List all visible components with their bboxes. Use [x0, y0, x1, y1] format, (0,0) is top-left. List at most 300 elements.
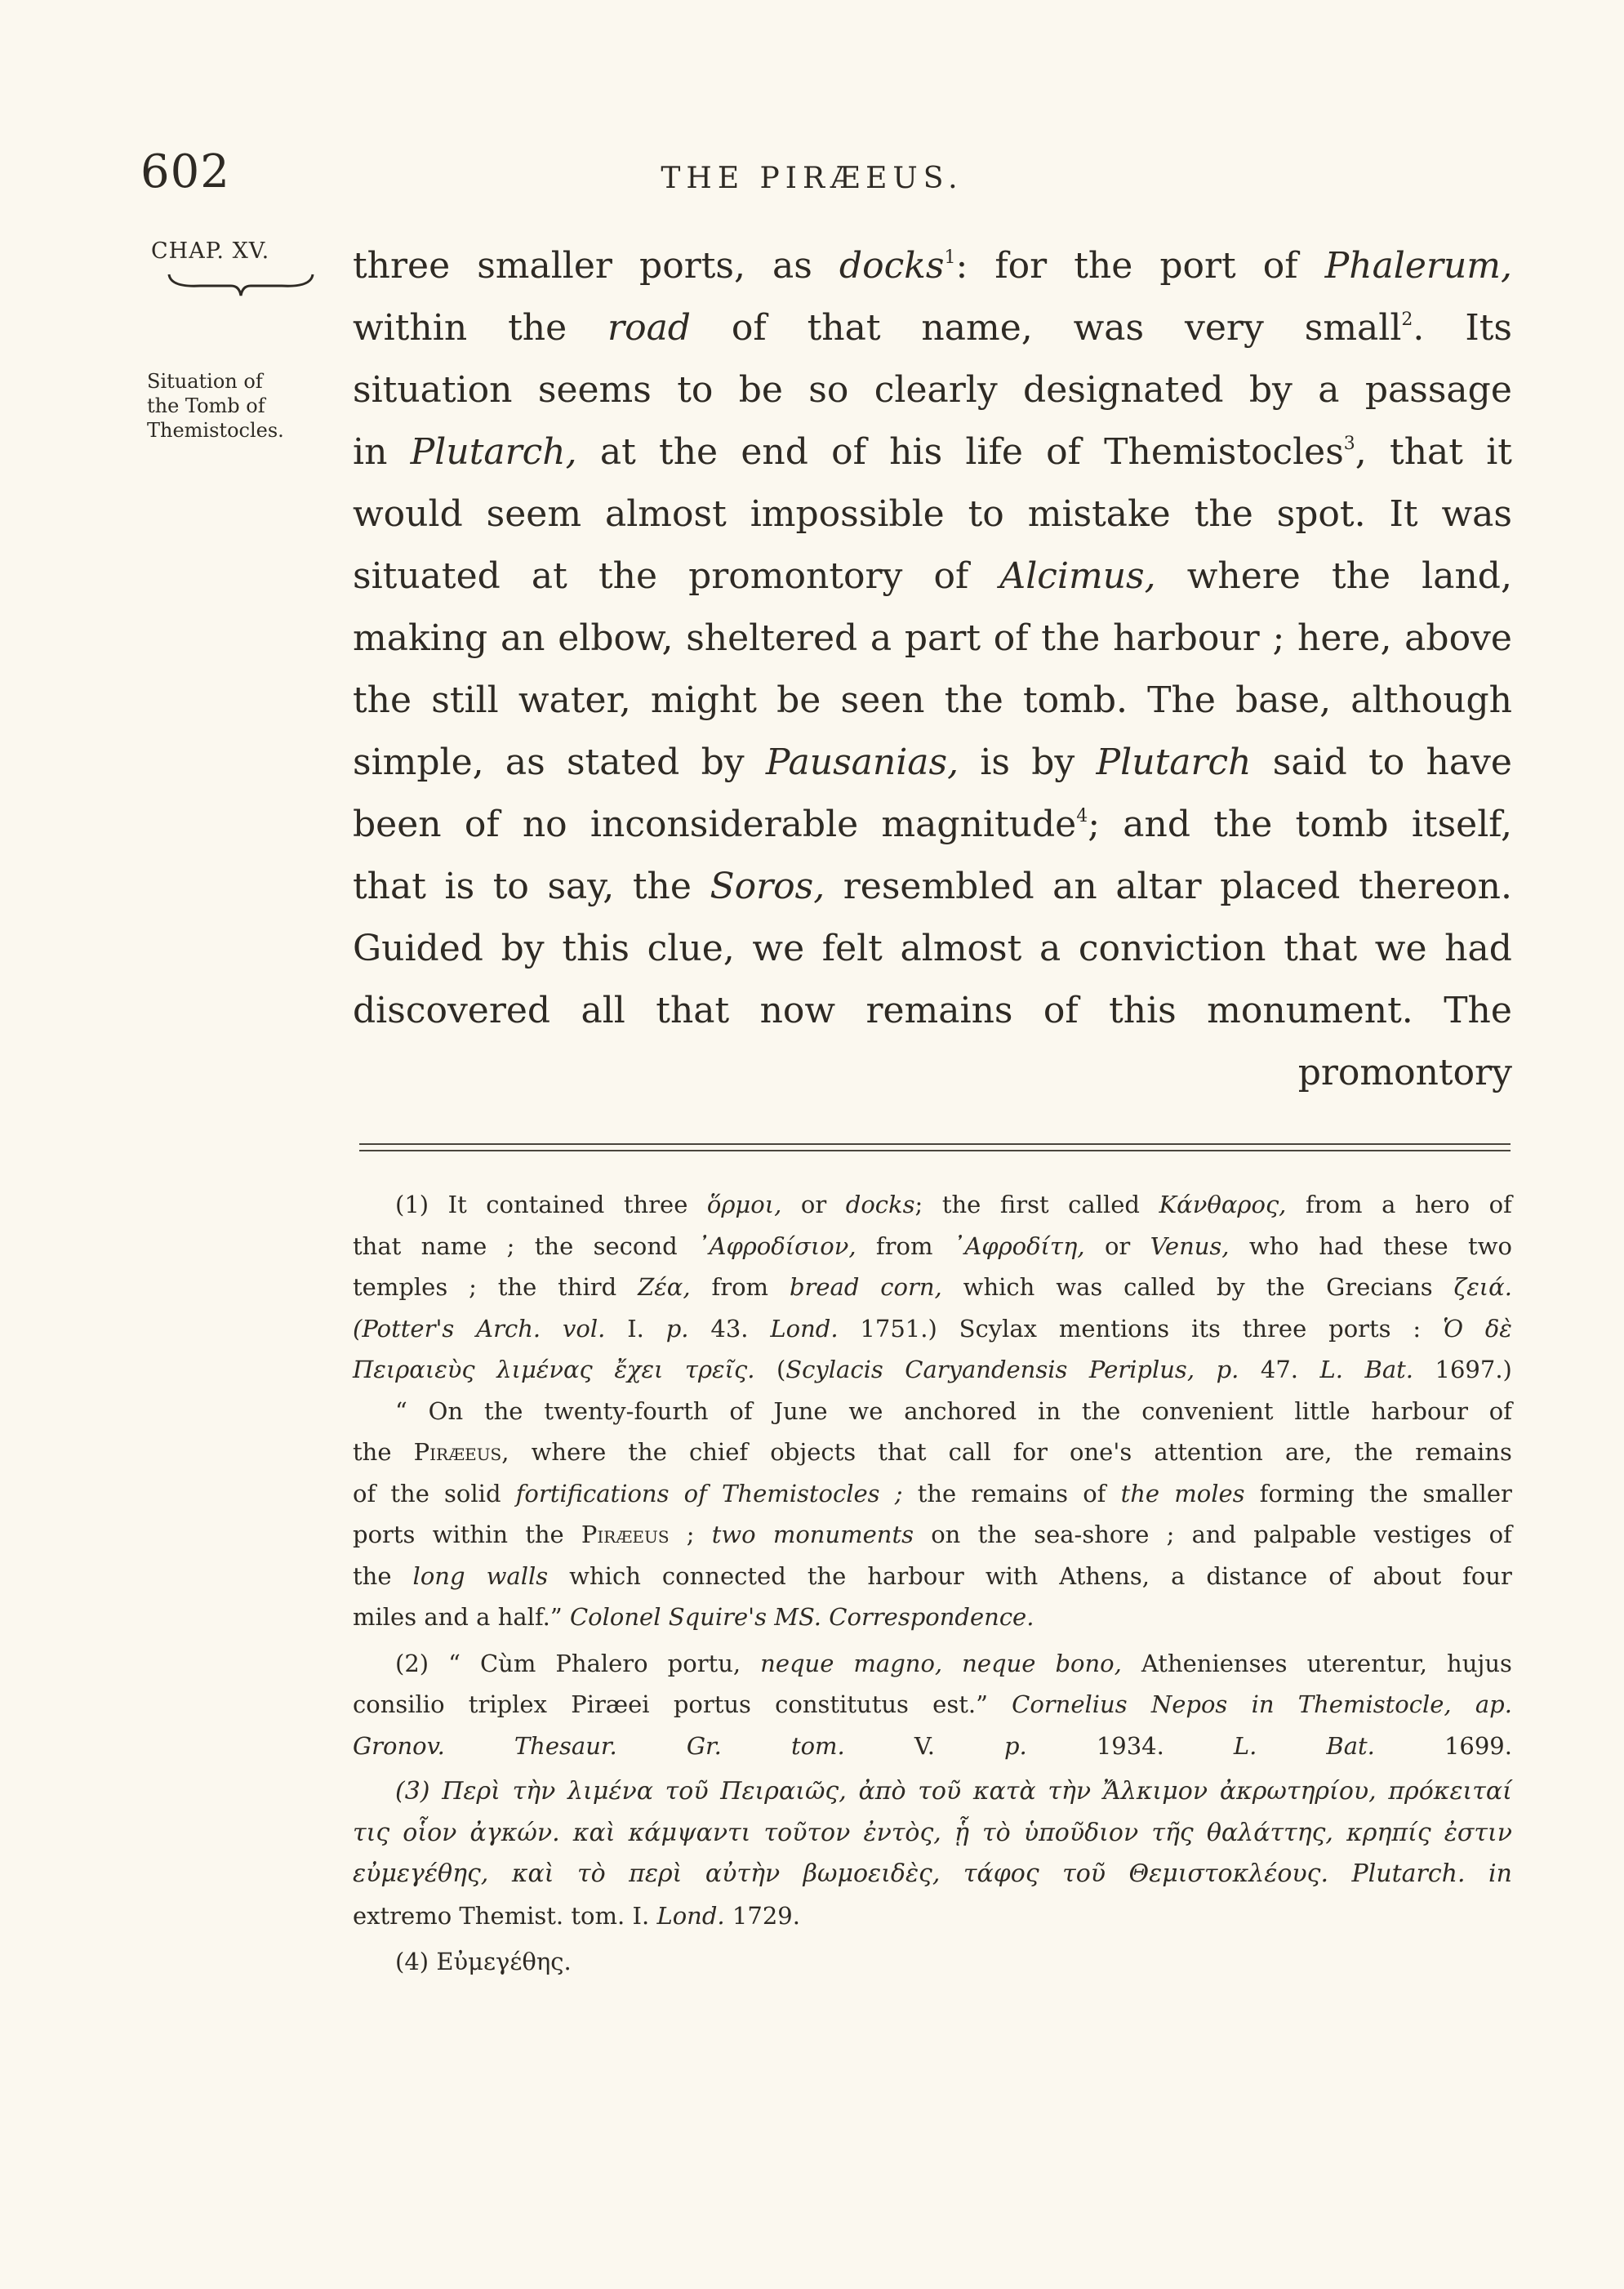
- text-run: harbour: [1113, 617, 1260, 659]
- word: [1043, 980, 1079, 1042]
- text-run: call: [948, 1438, 991, 1466]
- text-run: from: [875, 1231, 933, 1260]
- word: [918, 1473, 957, 1515]
- word: [669, 1597, 767, 1638]
- word: [1070, 1432, 1132, 1473]
- text-run: land,: [1422, 555, 1512, 597]
- word: [1151, 1684, 1227, 1726]
- word: [1260, 1473, 1355, 1515]
- text-run: portu,: [667, 1649, 741, 1677]
- word: [1249, 359, 1293, 421]
- text-run: consilio: [353, 1690, 445, 1718]
- text-run: almost: [900, 928, 1022, 969]
- text-run: seem: [486, 493, 582, 535]
- text-run: the: [497, 1273, 537, 1301]
- text-run: name,: [921, 307, 1033, 349]
- word: [656, 980, 729, 1042]
- text-run: (1): [395, 1191, 429, 1218]
- word: [959, 1308, 1037, 1350]
- body-line: [353, 794, 1512, 856]
- text-run: stated: [566, 741, 680, 783]
- word: [1104, 421, 1367, 483]
- footnote-rule-top: [359, 1143, 1511, 1145]
- word: [629, 1813, 751, 1855]
- text-run: ;: [469, 1273, 477, 1301]
- word: [353, 1726, 445, 1767]
- footnote-line: [353, 1473, 1512, 1515]
- text-run: It: [447, 1191, 467, 1218]
- text-run: τὸ: [982, 1818, 1011, 1847]
- word: [571, 1684, 649, 1726]
- text-run: ports: [353, 1521, 416, 1548]
- text-run: L.: [1319, 1356, 1343, 1383]
- word: [1059, 1308, 1169, 1350]
- text-run: for: [994, 245, 1048, 287]
- word: [496, 1349, 593, 1391]
- text-run: called: [1068, 1191, 1140, 1218]
- text-run: Bat.: [1326, 1731, 1375, 1760]
- word: [469, 1684, 547, 1726]
- text-run: we: [1374, 928, 1427, 969]
- text-run: the: [1213, 804, 1273, 845]
- word: [390, 1473, 429, 1515]
- text-run: Lond.: [770, 1314, 839, 1343]
- word: [1207, 1813, 1333, 1855]
- text-run: the: [1074, 245, 1133, 287]
- text-run: ;: [914, 1191, 923, 1218]
- text-run: that: [353, 1231, 402, 1260]
- text-run: have: [1426, 741, 1512, 783]
- word: [1266, 1267, 1306, 1308]
- margin-note: [147, 369, 318, 443]
- text-run: water,: [518, 679, 631, 721]
- text-run: τρεῖς.: [684, 1356, 755, 1383]
- word: [1489, 1391, 1512, 1432]
- text-run: in: [1488, 1859, 1512, 1888]
- word: [484, 1391, 523, 1432]
- text-run: in: [1251, 1690, 1275, 1718]
- text-run: Guided: [353, 928, 483, 969]
- text-run: road: [607, 307, 691, 349]
- word: [607, 297, 691, 359]
- text-run: by: [1216, 1273, 1245, 1301]
- text-run: to: [492, 866, 529, 907]
- text-run: spot.: [1276, 493, 1366, 535]
- word: [1195, 483, 1253, 546]
- text-run: ἔχει: [614, 1356, 664, 1383]
- word: [1028, 483, 1171, 546]
- text-run: of: [1488, 1191, 1512, 1218]
- text-run: of: [464, 804, 500, 845]
- word: [764, 1813, 851, 1855]
- text-run: ᾿Αφροδίτη,: [952, 1231, 1085, 1260]
- word: [353, 1349, 475, 1391]
- text-run: Athenienses: [1141, 1649, 1288, 1677]
- text-run: the: [659, 431, 719, 473]
- word: [773, 1514, 914, 1556]
- word: [513, 1771, 556, 1813]
- text-run: by: [1031, 741, 1075, 783]
- text-run: it: [1486, 431, 1512, 473]
- word: [889, 421, 942, 483]
- text-run: Bat.: [1364, 1356, 1413, 1383]
- word: [573, 1813, 616, 1855]
- word: [567, 1771, 653, 1813]
- text-run: might: [650, 679, 757, 721]
- text-run: the: [353, 1561, 392, 1590]
- word: [516, 1473, 670, 1515]
- text-run: καὶ: [511, 1859, 554, 1888]
- word: [1423, 1473, 1512, 1515]
- word: [656, 1895, 724, 1937]
- word: [701, 732, 745, 794]
- text-run: Alcimus,: [999, 555, 1156, 597]
- text-run: Correspondence.: [829, 1603, 1034, 1631]
- body-line: [353, 421, 1512, 483]
- text-run: Cùm: [479, 1649, 536, 1677]
- text-run: three: [353, 245, 451, 287]
- text-run: passage: [1364, 369, 1512, 411]
- text-run: uterentur,: [1306, 1649, 1427, 1677]
- text-run: bread: [789, 1273, 860, 1301]
- word: [480, 1643, 536, 1685]
- word: [1150, 1226, 1230, 1267]
- text-run: altar: [1115, 866, 1202, 907]
- word: [776, 670, 821, 732]
- word: [1328, 1556, 1351, 1597]
- text-run: bono,: [1055, 1649, 1122, 1677]
- word: [1444, 1726, 1512, 1767]
- word: [1444, 1813, 1512, 1855]
- word: [914, 1726, 935, 1767]
- footnote-rule-bottom: [359, 1150, 1511, 1151]
- word: [1206, 1556, 1307, 1597]
- word: [470, 1813, 560, 1855]
- word: [1447, 1643, 1512, 1685]
- text-run: seen: [840, 679, 925, 721]
- text-run: neque: [760, 1649, 834, 1677]
- word: [1068, 1184, 1140, 1226]
- word: [986, 1556, 1038, 1597]
- word: [931, 1514, 960, 1556]
- text-run: on: [931, 1521, 961, 1548]
- word: [1159, 235, 1235, 297]
- word: [1082, 1391, 1121, 1432]
- footnote-line: [353, 1308, 1512, 1350]
- word: [1105, 1226, 1130, 1267]
- text-run: ;: [894, 1479, 903, 1507]
- word: [803, 1854, 941, 1895]
- word: [1444, 980, 1512, 1042]
- text-run: 1699.: [1444, 1731, 1512, 1760]
- footnote-line: [353, 1556, 1512, 1597]
- text-run: moles: [1174, 1479, 1245, 1507]
- word: [1307, 1643, 1427, 1685]
- text-run: four: [1462, 1561, 1512, 1590]
- word: [712, 1267, 769, 1308]
- word: [1373, 1556, 1441, 1597]
- word: [848, 1391, 883, 1432]
- text-run: which: [569, 1561, 641, 1590]
- text-run: resembled: [843, 866, 1034, 907]
- text-run: here,: [1297, 617, 1392, 659]
- text-run: κρηπίς: [1346, 1818, 1431, 1847]
- text-run: for: [1012, 1438, 1048, 1466]
- word: [729, 1391, 752, 1432]
- word: [395, 1184, 429, 1226]
- word: [469, 1267, 477, 1308]
- word: [1187, 546, 1301, 608]
- text-run: Ζέα,: [638, 1273, 691, 1301]
- text-run: and: [1191, 1521, 1237, 1548]
- word: [395, 1771, 430, 1813]
- footnote-marker[interactable]: 4: [1076, 806, 1088, 826]
- word: [1352, 1854, 1466, 1895]
- word: [843, 856, 1034, 918]
- text-run: .: [1413, 307, 1425, 349]
- text-run: tom.: [571, 1901, 625, 1930]
- text-run: tomb: [1295, 804, 1389, 845]
- word: [448, 1184, 467, 1226]
- word: [594, 1226, 678, 1267]
- word: [712, 1514, 756, 1556]
- text-run: an: [500, 617, 545, 659]
- footnote-line: [353, 1267, 1512, 1308]
- word: [773, 1391, 827, 1432]
- text-run: convenient: [1141, 1396, 1274, 1425]
- footnote-line: [353, 1184, 1512, 1226]
- body-line: [353, 608, 1512, 670]
- footnote-marker[interactable]: 1: [944, 247, 956, 268]
- word: [965, 421, 1022, 483]
- text-run: sea-shore: [1034, 1521, 1150, 1548]
- word: [651, 670, 757, 732]
- word: [353, 421, 387, 483]
- text-run: promontory: [688, 555, 903, 597]
- text-run: the: [917, 1479, 957, 1507]
- word: [739, 359, 783, 421]
- word: [1083, 1473, 1106, 1515]
- text-run: anchored: [904, 1396, 1017, 1425]
- text-run: On: [428, 1396, 464, 1425]
- text-run: p.: [1216, 1356, 1239, 1383]
- word: [666, 1308, 689, 1350]
- text-run: Plutarch.: [1351, 1859, 1466, 1888]
- word: [772, 235, 812, 297]
- text-run: remains: [865, 990, 1013, 1031]
- text-run: περὶ: [629, 1859, 683, 1888]
- text-run: λιμένα: [567, 1777, 653, 1806]
- footnote-line: [353, 1941, 1512, 1983]
- text-run: that: [353, 866, 426, 907]
- word: [1489, 1514, 1512, 1556]
- text-run: fortifications: [515, 1479, 670, 1507]
- text-run: magno,: [853, 1649, 943, 1677]
- chapter-label: CHAP. XV.: [151, 238, 270, 264]
- word: [1141, 1391, 1273, 1432]
- text-run: of: [1328, 1561, 1352, 1590]
- text-run: to: [677, 369, 714, 411]
- text-run: situated: [353, 555, 501, 597]
- word: [685, 1349, 755, 1391]
- text-run: almost: [605, 493, 727, 535]
- word: [1123, 1267, 1195, 1308]
- footnote-line: [353, 1597, 1512, 1638]
- footnote-marker[interactable]: 3: [1343, 434, 1355, 454]
- word: [1129, 1854, 1329, 1895]
- text-run: docks: [845, 1191, 915, 1218]
- text-run: vol.: [562, 1314, 606, 1343]
- text-run: 47.: [1260, 1356, 1298, 1383]
- text-run: τὸ: [577, 1859, 606, 1888]
- text-run: that: [1284, 928, 1358, 969]
- text-run: Caryandensis: [905, 1356, 1068, 1383]
- word: [790, 1267, 859, 1308]
- text-run: the: [807, 1561, 847, 1590]
- text-run: small: [1304, 307, 1402, 349]
- word: [697, 1226, 856, 1267]
- text-run: the: [1266, 1273, 1306, 1301]
- text-run: or: [1104, 1231, 1131, 1260]
- word: [1235, 670, 1331, 732]
- word: [1372, 1391, 1468, 1432]
- text-run: Squire's: [668, 1603, 768, 1631]
- word: [558, 608, 673, 670]
- body-line: [353, 546, 1512, 608]
- word: [801, 1184, 826, 1226]
- word: [353, 297, 467, 359]
- text-run: Περὶ: [442, 1777, 501, 1806]
- word: [555, 1643, 647, 1685]
- word: [1253, 1514, 1356, 1556]
- word: [1325, 235, 1512, 297]
- word: [1234, 1726, 1257, 1767]
- text-run: two: [1468, 1231, 1512, 1260]
- text-run: three: [623, 1191, 688, 1218]
- text-run: (: [776, 1356, 786, 1383]
- word: [684, 1473, 707, 1515]
- text-run: ὑποῦδιον: [1023, 1818, 1139, 1847]
- footnote-marker[interactable]: 2: [1401, 310, 1413, 330]
- margin-note-line: Situation of: [147, 370, 263, 393]
- text-run: corn,: [880, 1273, 942, 1301]
- text-run: of: [731, 307, 767, 349]
- text-run: mistake: [1027, 493, 1171, 535]
- word: [1273, 732, 1347, 794]
- word: [1285, 1432, 1333, 1473]
- text-run: within: [432, 1521, 509, 1548]
- word: [707, 1184, 781, 1226]
- body-line: [353, 297, 1512, 359]
- text-run: in: [353, 431, 388, 473]
- text-run: which: [963, 1273, 1035, 1301]
- text-run: ports: [1328, 1314, 1391, 1343]
- word: [1039, 918, 1061, 980]
- word: [687, 1514, 695, 1556]
- text-run: αὐτὴν: [705, 1859, 781, 1888]
- text-run: 1934.: [1096, 1731, 1164, 1760]
- text-run: who: [1248, 1231, 1299, 1260]
- text-run: itself,: [1411, 804, 1512, 845]
- word: [395, 1941, 429, 1983]
- text-run: τοῦ: [665, 1777, 709, 1806]
- word: [980, 732, 1010, 794]
- body-line: [353, 980, 1512, 1042]
- word: [414, 1432, 509, 1473]
- word: [1207, 980, 1413, 1042]
- word: [487, 483, 581, 546]
- word: [863, 1813, 941, 1855]
- text-run: half.”: [497, 1603, 563, 1631]
- text-run: Venus,: [1150, 1231, 1230, 1260]
- word: [741, 421, 808, 483]
- text-run: within: [353, 307, 468, 349]
- word: [532, 1432, 607, 1473]
- text-run: hero: [1414, 1191, 1470, 1218]
- text-run: base,: [1235, 679, 1332, 721]
- word: [1217, 1349, 1239, 1391]
- footnote-line: [353, 1854, 1512, 1895]
- text-run: very: [1185, 307, 1264, 349]
- text-run: λιμένας: [496, 1356, 593, 1383]
- word: [498, 1597, 563, 1638]
- word: [839, 235, 968, 297]
- text-run: as: [505, 741, 545, 783]
- text-run: Ἄλκιμον: [1102, 1777, 1208, 1806]
- word: [624, 1184, 688, 1226]
- word: [1383, 1226, 1448, 1267]
- text-run: 1697.): [1435, 1356, 1512, 1383]
- page-number: 602: [140, 145, 230, 198]
- body-line: [353, 359, 1512, 421]
- text-run: ;: [686, 1521, 695, 1548]
- text-run: although: [1350, 679, 1512, 721]
- text-run: impossible: [750, 493, 945, 535]
- text-run: smaller: [477, 245, 612, 287]
- text-run: a: [1039, 928, 1061, 969]
- word: [895, 1473, 903, 1515]
- text-run: docks: [839, 245, 945, 287]
- word: [1217, 1267, 1245, 1308]
- word: [659, 421, 718, 483]
- word: [720, 1771, 846, 1813]
- word: [953, 1226, 1085, 1267]
- word: [431, 670, 498, 732]
- word: [732, 297, 767, 359]
- word: [353, 1556, 392, 1597]
- text-run: remains: [1415, 1438, 1512, 1466]
- word: [1382, 1184, 1395, 1226]
- text-run: (Potter's: [353, 1314, 455, 1343]
- text-run: the: [483, 1396, 523, 1425]
- word: [436, 1941, 571, 1983]
- text-run: ἀπὸ: [858, 1777, 906, 1806]
- text-run: forming: [1259, 1479, 1355, 1507]
- text-run: :: [955, 245, 968, 287]
- word: [982, 1813, 1011, 1855]
- text-run: Themist.: [459, 1901, 564, 1930]
- word: [1305, 297, 1425, 359]
- text-run: by: [1248, 369, 1293, 411]
- word: [905, 608, 981, 670]
- text-run: we: [752, 928, 805, 969]
- word: [999, 546, 1155, 608]
- text-run: clue,: [647, 928, 735, 969]
- word: [689, 1432, 748, 1473]
- word: [353, 235, 450, 297]
- text-run: ἀγκών.: [469, 1818, 560, 1847]
- word: [647, 918, 735, 980]
